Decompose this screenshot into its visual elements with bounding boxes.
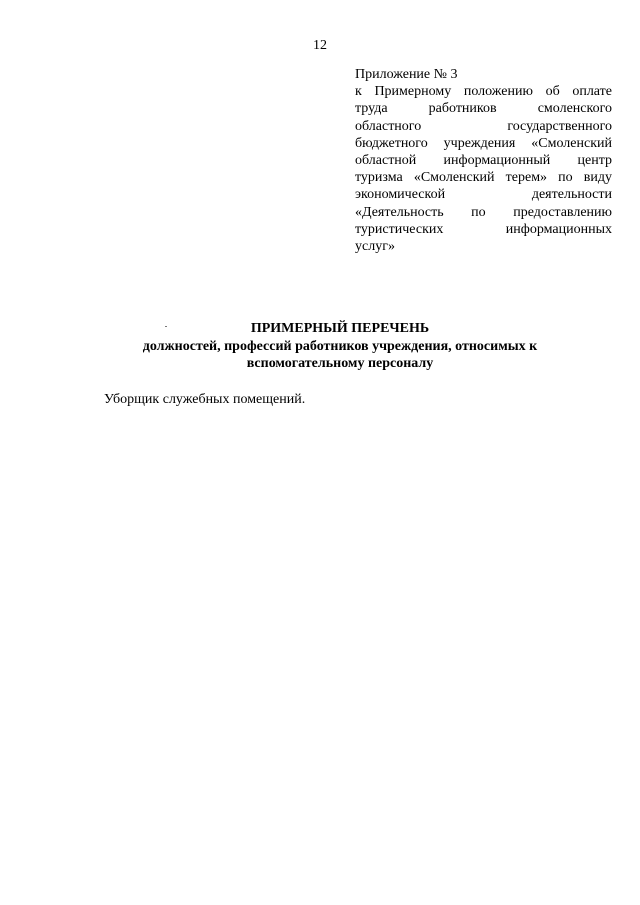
appendix-title: Приложение № 3 <box>355 67 458 82</box>
appendix-line: туристических информационных <box>355 221 612 237</box>
appendix-line: к Примерному положению об оплате <box>355 84 612 100</box>
appendix-line: труда работников смоленского <box>355 101 612 117</box>
appendix-line: экономической деятельности <box>355 187 612 203</box>
list-item: Уборщик служебных помещений. <box>104 392 306 407</box>
appendix-line: областного государственного <box>355 118 612 134</box>
document-heading <box>60 320 620 373</box>
heading-subtitle-line: вспомогательному персоналу <box>246 356 434 371</box>
appendix-header <box>355 66 612 255</box>
heading-title: ПРИМЕРНЫЙ ПЕРЕЧЕНЬ <box>250 321 430 336</box>
appendix-line: услуг» <box>355 239 395 255</box>
heading-subtitle-line: должностей, профессий работников учреждения, относимых к <box>142 338 538 354</box>
appendix-line: бюджетного учреждения «Смоленский <box>355 135 612 151</box>
appendix-line: областной информационный центр <box>355 153 612 169</box>
appendix-line: «Деятельность по предоставлению <box>355 204 612 220</box>
appendix-line: туризма «Смоленский терем» по виду <box>355 170 612 186</box>
page-number: 12 <box>313 38 327 53</box>
